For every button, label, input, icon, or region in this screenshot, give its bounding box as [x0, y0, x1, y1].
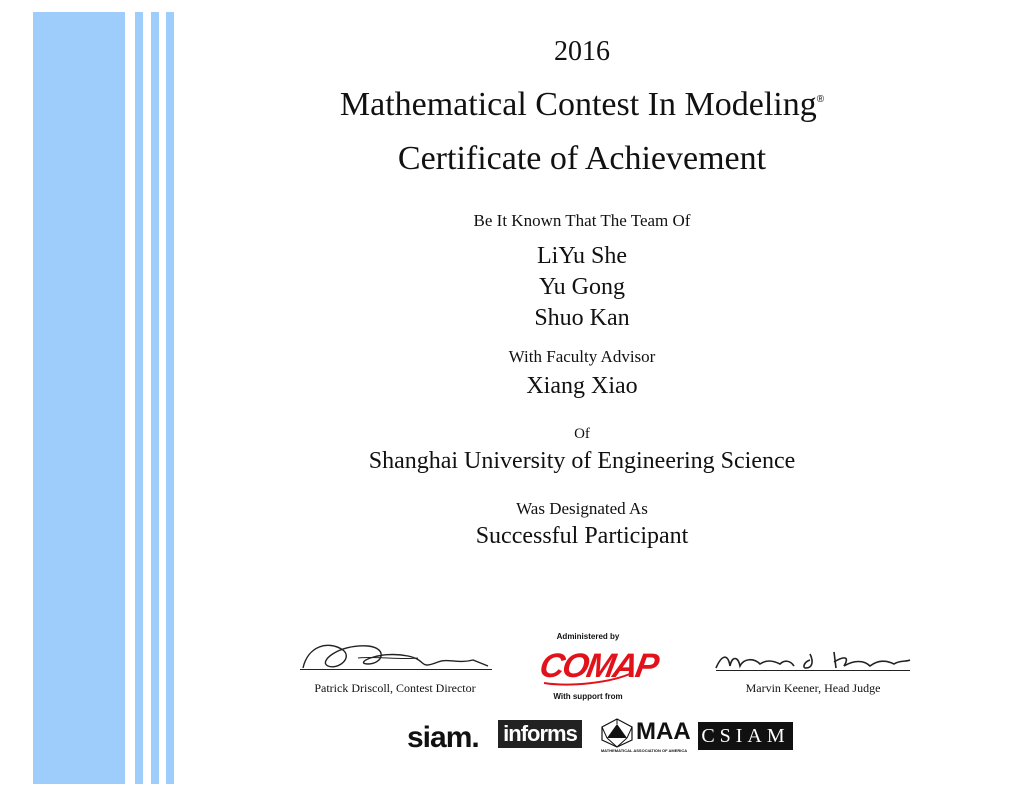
administered-by-label: Administered by — [556, 632, 620, 641]
designation-label: Was Designated As — [516, 499, 648, 518]
maa-logo-text: MAA — [636, 718, 691, 745]
border-stripe-wide — [33, 12, 125, 784]
border-stripe-thin — [151, 12, 159, 784]
designation: Successful Participant — [475, 523, 689, 549]
support-label: With support from — [553, 692, 623, 701]
registered-mark: ® — [816, 94, 825, 105]
director-signature — [298, 636, 498, 676]
comap-logo — [536, 643, 661, 689]
judge-signature-line — [716, 670, 910, 671]
csiam-logo: CSIAM — [698, 722, 793, 750]
maa-icosahedron-icon — [600, 718, 634, 748]
judge-caption: Marvin Keener, Head Judge — [745, 681, 881, 695]
certificate-title: Certificate of Achievement — [397, 140, 767, 177]
institution-name: Shanghai University of Engineering Science — [368, 448, 796, 474]
director-signature-line — [300, 669, 492, 670]
team-member: LiYu She — [537, 243, 627, 269]
contest-title-text: Mathematical Contest In Modeling — [339, 86, 817, 123]
border-stripe-thin — [166, 12, 174, 784]
team-member: Yu Gong — [538, 274, 625, 300]
certificate-year: 2016 — [554, 36, 610, 67]
comap-logo-text: COMAP — [536, 647, 661, 685]
siam-logo: siam. — [407, 721, 479, 754]
border-stripe-thin — [135, 12, 143, 784]
director-caption: Patrick Driscoll, Contest Director — [314, 681, 476, 695]
advisor-label: With Faculty Advisor — [508, 347, 656, 366]
maa-logo — [600, 718, 691, 754]
informs-logo: informs — [498, 720, 582, 748]
team-intro: Be It Known That The Team Of — [473, 211, 691, 230]
maa-logo-subtitle: MATHEMATICAL ASSOCIATION OF AMERICA — [600, 748, 688, 753]
of-label: Of — [574, 426, 590, 442]
contest-title — [282, 86, 882, 124]
advisor-name: Xiang Xiao — [526, 373, 638, 399]
team-member: Shuo Kan — [534, 305, 630, 331]
